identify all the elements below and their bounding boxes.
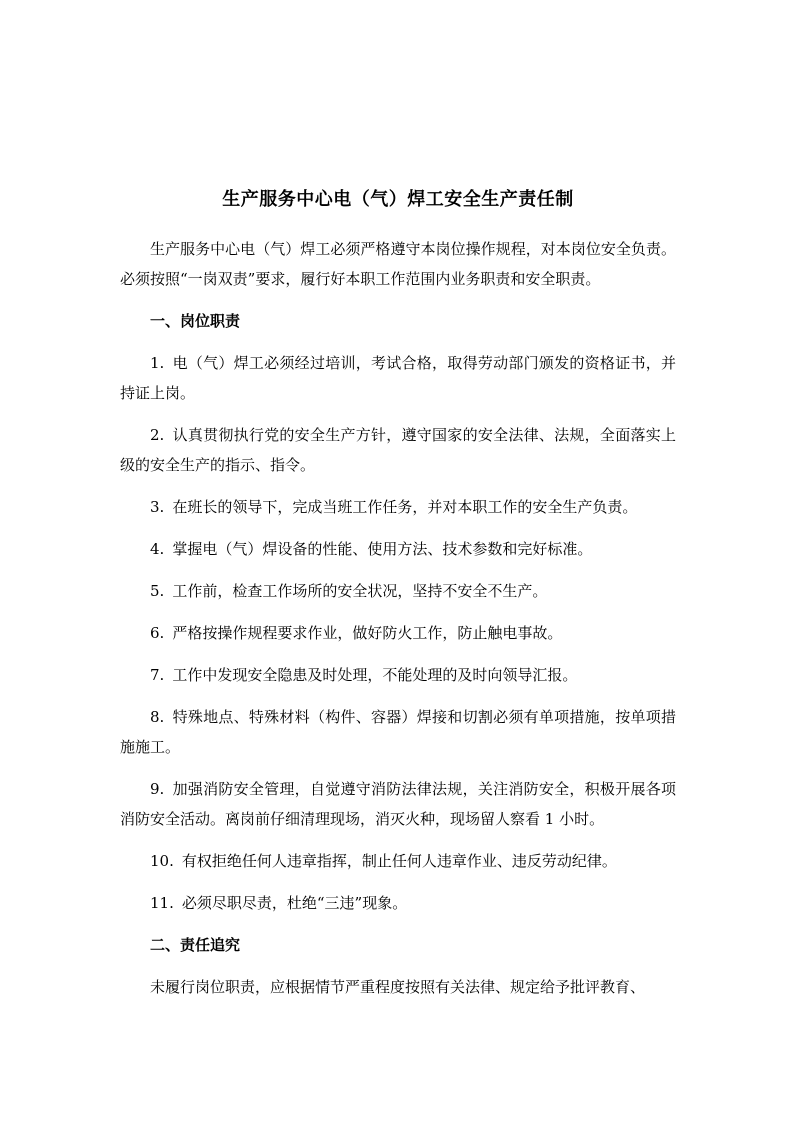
list-item xyxy=(120,774,676,834)
item-number: 2. xyxy=(150,426,165,444)
item-text: 认真贯彻执行党的安全生产方针，遵守国家的安全法律、法规，全面落实上级的安全生产的指示、指令。 xyxy=(120,426,676,474)
accountability-paragraph: 未履行岗位职责，应根据情节严重程度按照有关法律、规定给予批评教育、 xyxy=(150,978,646,996)
item-text: 有权拒绝任何人违章指挥，制止任何人违章作业、违反劳动纪律。 xyxy=(181,852,617,870)
item-text: 电（气）焊工必须经过培训，考试合格，取得劳动部门颁发的资格证书，并持证上岗。 xyxy=(120,354,676,402)
list-item xyxy=(120,846,676,876)
list-item xyxy=(120,348,676,408)
section-heading-accountability: 二、责任追究 xyxy=(150,936,241,954)
item-text: 特殊地点、特殊材料（构件、容器）焊接和切割必须有单项措施，按单项措施施工。 xyxy=(120,708,676,756)
item-number: 5. xyxy=(150,582,165,600)
list-item xyxy=(120,492,676,522)
item-text: 工作中发现安全隐患及时处理，不能处理的及时向领导汇报。 xyxy=(172,666,578,684)
list-item xyxy=(120,576,676,606)
item-text: 加强消防安全管理，自觉遵守消防法律法规，关注消防安全，积极开展各项消防安全活动。离岗前仔细清理现场，消灭火种，现场留人察看 1 小时。 xyxy=(120,780,676,828)
item-number: 9. xyxy=(150,780,165,798)
item-text: 严格按操作规程要求作业，做好防火工作，防止触电事故。 xyxy=(172,624,563,642)
item-text: 工作前，检查工作场所的安全状况，坚持不安全不生产。 xyxy=(172,582,548,600)
item-number: 6. xyxy=(150,624,165,642)
item-number: 4. xyxy=(150,540,165,558)
item-number: 11. xyxy=(150,894,174,912)
list-item xyxy=(120,888,676,918)
document-page xyxy=(120,178,676,1014)
section-heading-duties: 一、岗位职责 xyxy=(150,312,241,330)
item-number: 1. xyxy=(150,354,165,372)
item-text: 掌握电（气）焊设备的性能、使用方法、技术参数和完好标准。 xyxy=(172,540,593,558)
list-item xyxy=(120,702,676,762)
item-number: 3. xyxy=(150,498,165,516)
item-number: 7. xyxy=(150,666,165,684)
list-item xyxy=(120,420,676,480)
list-item xyxy=(120,534,676,564)
intro-paragraph: 生产服务中心电（气）焊工必须严格遵守本岗位操作规程，对本岗位安全负责。必须按照“一岗双责”要求，履行好本职工作范围内业务职责和安全职责。 xyxy=(120,240,676,288)
list-item xyxy=(120,660,676,690)
item-text: 在班长的领导下，完成当班工作任务，并对本职工作的安全生产负责。 xyxy=(172,498,638,516)
item-number: 10. xyxy=(150,852,174,870)
document-title: 生产服务中心电（气）焊工安全生产责任制 xyxy=(222,189,574,210)
item-text: 必须尽职尽责，杜绝“三违”现象。 xyxy=(181,894,408,912)
item-number: 8. xyxy=(150,708,165,726)
list-item xyxy=(120,618,676,648)
